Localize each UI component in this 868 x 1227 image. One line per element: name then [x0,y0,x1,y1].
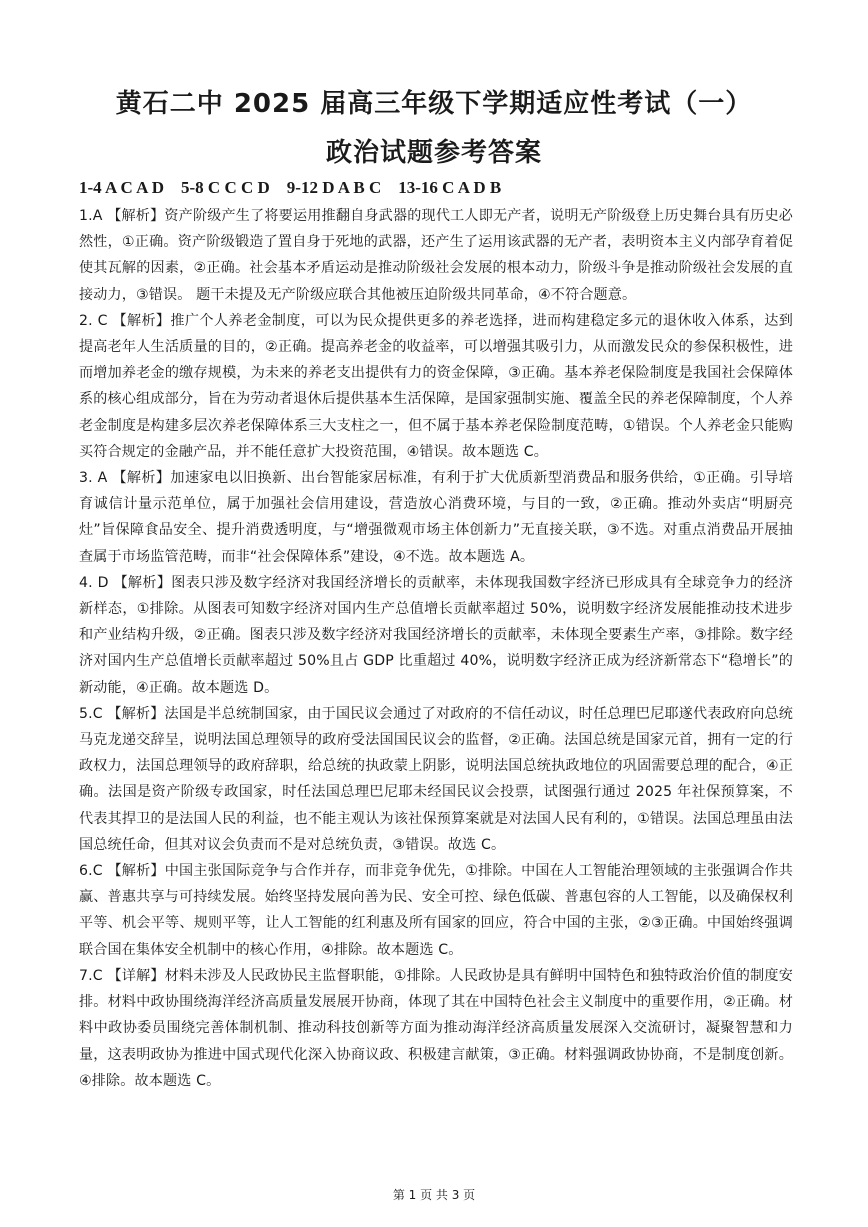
explanation-q7: 7.C 【详解】材料未涉及人民政协民主监督职能，①排除。人民政协是具有鲜明中国特色和独特政治价值的制度安排。材料中政协围绕海洋经济高质量发展展开协商，体现了其在中国特色社会主义制度中的重要作用，②正确。材料中政协委员围绕完善体制机制、推动科技创新等方面为推动海洋经济高质量发展深入交流研讨，凝聚智慧和力量，这表明政协为推进中国式现代化深入协商议政、积极建言献策，③正确。材料强调政协协商，不是制度创新。④排除。故本题选 C。 [79,967,793,1089]
explanation-q1: 1.A 【解析】资产阶级产生了将要运用推翻自身武器的现代工人即无产者，说明无产阶级登上历史舞台具有历史必然性，①正确。资产阶级锻造了置自身于死地的武器，还产生了运用该武器的无产者，表明资本主义内部孕育着促使其瓦解的因素，②正确。社会基本矛盾运动是推动阶级社会发展的根本动力，阶级斗争是推动阶级社会发展的直接动力，③错误。 题干未提及无产阶级应联合其他被压迫阶级共同革命，④不符合题意。 [79,208,793,303]
explanation-body [79,203,793,1094]
explanation-q3: 3. A 【解析】加速家电以旧换新、出台智能家居标准，有利于扩大优质新型消费品和服务供给，①正确。引导培育诚信计量示范单位，属于加强社会信用建设，营造放心消费环境，与目的一致，②正确。推动外卖店“明厨亮灶”旨保障食品安全、提升消费透明度，与“增强微观市场主体创新力”无直接关联，③不选。对重点消费品开展抽查属于市场监管范畴，而非“社会保障体系”建设，④不选。故本题选 A。 [79,470,793,565]
document-subtitle: 政治试题参考答案 [325,138,542,168]
explanation-q4: 4. D 【解析】图表只涉及数字经济对我国经济增长的贡献率，未体现我国数字经济已形成具有全球竞争力的经济新样态，①排除。从图表可知数字经济对国内生产总值增长贡献率超过 50%，说明数字经济发展能推动技术进步和产业结构升级，②正确。图表只涉及数字经济对我国经济增长的贡献率，未体现全要素生产率，③排除。数字经济对国内生产总值增长贡献率超过 50%且占 GDP 比重超过 40%，说明数字经济正成为经济新常态下“稳增长”的新动能，④正确。故本题选 D。 [79,574,793,696]
document-title: 黄石二中 2025 届高三年级下学期适应性考试（一） [115,89,753,119]
explanation-q5: 5.C 【解析】法国是半总统制国家，由于国民议会通过了对政府的不信任动议，时任总理巴尼耶遂代表政府向总统马克龙递交辞呈，说明法国总理领导的政府受法国国民议会的监督，②正确。法国总统是国家元首，拥有一定的行政权力，法国总理领导的政府辞职，给总统的执政蒙上阴影，说明法国总统执政地位的巩固需要总理的配合，④正确。法国是资产阶级专政国家，时任法国总理巴尼耶未经国民议会投票，试图强行通过 2025 年社保预算案，不代表其捍卫的是法国人民的利益，也不能主观认为该社保预算案就是对法国人民有利的，①错误。法国总理虽由法国总统任命，但其对议会负责而不是对总统负责，③错误。故选 C。 [79,705,793,853]
explanation-q6: 6.C 【解析】中国主张国际竞争与合作并存，而非竞争优先，①排除。中国在人工智能治理领域的主张强调合作共赢、普惠共享与可持续发展。始终坚持发展向善为民、安全可控、绿色低碳、普惠包容的人工智能，以及确保权利平等、机会平等、规则平等，让人工智能的红利惠及所有国家的回应，符合中国的主张，②③正确。中国始终强调联合国在集体安全机制中的核心作用，④排除。故本题选 C。 [79,863,793,958]
answer-key-line: 1-4 A C A D 5-8 C C C D 9-12 D A B C 13-16 C A D B [79,178,502,197]
page-number-footer: 第 1 页 共 3 页 [392,1188,476,1202]
explanation-q2: 2. C 【解析】推广个人养老金制度，可以为民众提供更多的养老选择，进而构建稳定多元的退休收入体系，达到提高老年人生活质量的目的，②正确。提高养老金的收益率，可以增强其吸引力，从而激发民众的参保积极性，进而增加养老金的缴存规模，为未来的养老支出提供有力的资金保障，③正确。基本养老保险制度是我国社会保障体系的核心组成部分，旨在为劳动者退休后提供基本生活保障，是国家强制实施、覆盖全民的养老保障制度，个人养老金制度是构建多层次养老保障体系三大支柱之一，但不属于基本养老保险制度范畴，①错误。个人养老金只能购买符合规定的金融产品，并不能任意扩大投资范围，④错误。故本题选 C。 [79,312,793,460]
